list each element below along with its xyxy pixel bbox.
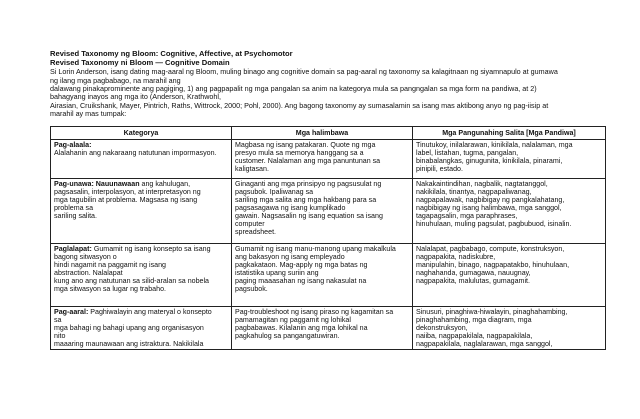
cell-line: naiiba, nagpapakilala, nagpapakilala, xyxy=(416,332,533,340)
cell-line: hindi nagamit na paggamit ng isang xyxy=(54,260,167,269)
keywords-cell xyxy=(413,306,606,349)
cell-line: nagpapakita, nadiskubre, xyxy=(416,252,496,261)
example-cell xyxy=(232,243,413,306)
cell-line: Alalahanin ang nakaraang natutunan impormasyon. xyxy=(54,148,217,157)
category-term: Pag-unawa: Nauunawaan xyxy=(54,179,140,188)
cell-line: Paghiwalayin ang materyal o konsepto xyxy=(88,307,212,316)
keywords-cell xyxy=(413,139,606,178)
header-mga-halimbawa: Mga halimbawa xyxy=(232,126,413,139)
intro-line: bahagyang inayos ang mga ito (Anderson, Krathwohl, xyxy=(50,92,222,102)
cell-line: pagkahulog sa pangangatuwiran. xyxy=(235,332,340,340)
header-kategorya: Kategorya xyxy=(51,126,232,139)
cell-line: dekonstruksyon, xyxy=(416,323,468,332)
cell-line: sa xyxy=(54,315,62,324)
example-cell xyxy=(232,139,413,178)
category-cell xyxy=(51,178,232,243)
cell-line: problema sa xyxy=(54,204,94,212)
cell-line: nagpapakita, malulutas, gumagamit. xyxy=(416,277,530,286)
intro-line: Si Lorin Anderson, isang dating mag-aaral ng Bloom, muling binago ang cognitive domain sa pag-aaral ng taxonomy sa kalagitnaan ng siyamnapulo at gumawa xyxy=(50,67,558,77)
cell-line: ang kahulugan, xyxy=(139,179,191,188)
cell-line: pagsubok. xyxy=(235,285,268,294)
cell-line: mga bahagi ng bahagi upang ang organisasyon xyxy=(54,323,204,332)
cell-line: pagkakataon. Mag-apply ng mga batas ng xyxy=(235,260,368,269)
keywords-cell xyxy=(413,243,606,306)
keywords-cell xyxy=(413,178,606,243)
cell-line: nito xyxy=(54,332,66,340)
cell-line: gawain. Nagsasalin ng isang equation sa isang xyxy=(235,212,383,221)
example-cell xyxy=(232,306,413,349)
cell-line: nakikilala, tinantya, nagpapaliwanag, xyxy=(416,187,532,196)
cell-line: hinuhulaan, muling pagsulat, pagbubuod, isinalin. xyxy=(416,220,572,229)
intro-line: Airasian, Cruikshank, Mayer, Pintrich, Raths, Wittrock, 2000; Pohl, 2000). Ang bagong taxonomy ay sumasalamin sa isang mas aktibong anyo ng pag-iisip at xyxy=(50,100,549,110)
table-row xyxy=(51,306,606,349)
table-header-row xyxy=(51,126,606,139)
cell-line: computer xyxy=(235,220,265,229)
cell-line: pamamagitan ng paggamit ng lohikal xyxy=(235,315,351,324)
cell-line: istatistika upang suriin ang xyxy=(235,269,319,277)
cell-line: pagsasagawa ng isang kumplikado xyxy=(235,204,346,212)
table-row xyxy=(51,178,606,243)
cell-line: presyo mula sa memorya hanggang sa a xyxy=(235,148,364,157)
cell-line: paging maaasahan ng isang nakasulat na xyxy=(235,277,367,286)
cell-line: pagsasalin, interpolasyon, at interpretasyon ng xyxy=(54,187,201,196)
cell-line: Gumamit ng isang manu-manong upang makalkula xyxy=(235,244,396,253)
cell-line: kaligtasan. xyxy=(235,165,269,173)
category-cell xyxy=(51,243,232,306)
intro-line: ng ilang mga pagbabago, na marahil ang xyxy=(50,75,181,85)
taxonomy-table xyxy=(50,126,606,351)
cell-line: Magbasa ng isang patakaran. Quote ng mga xyxy=(235,140,376,149)
cell-line: naghahanda, gumagawa, nauugnay, xyxy=(416,269,531,277)
category-cell xyxy=(51,306,232,349)
cell-line: Ginaganti ang mga prinsipyo ng pagsusulat ng xyxy=(235,179,382,188)
category-cell xyxy=(51,139,232,178)
example-cell xyxy=(232,178,413,243)
cell-line: mga sitwasyon sa lugar ng trabaho. xyxy=(54,285,166,294)
cell-line: pagsubok. Ipaliwanag sa xyxy=(235,187,314,196)
table-row xyxy=(51,243,606,306)
category-term: Pag-alaala: xyxy=(54,140,92,149)
cell-line: pinipili, estado. xyxy=(416,165,463,173)
document-subtitle: Revised Taxonomy ni Bloom — Cognitive Domain xyxy=(50,57,230,67)
cell-line: manipulahin, binago, nagpapatakbo, hinuhulaan, xyxy=(416,260,570,269)
cell-line: customer. Nalalaman ang mga panuntunan sa xyxy=(235,156,381,165)
cell-line: nagpapakilala, naglalarawan, mga sanggol, xyxy=(416,340,553,349)
intro-line: marahil ay mas tumpak: xyxy=(50,109,127,119)
cell-line: bagong sitwasyon o xyxy=(54,252,117,261)
document-page xyxy=(50,50,605,350)
header-mga-pandiwa: Mga Pangunahing Salita [Mga Pandiwa] xyxy=(413,126,606,139)
cell-line: Nakakaintindihan, nagbalik, nagtatanggol, xyxy=(416,179,548,188)
cell-line: Sinusuri, pinaghiwa-hiwalayin, pinaghahambing, xyxy=(416,307,568,316)
cell-line: spreadsheet. xyxy=(235,228,277,237)
cell-line: nagpapalawak, nagbibigay ng pangkalahatang, xyxy=(416,195,565,204)
cell-line: sariling mga salita ang mga hakbang para sa xyxy=(235,195,377,204)
intro-line: dalawang pinakaprominente ang pagiging, 1) ang pagpapalit ng mga pangalan sa anim na kategorya mula sa pangngalan sa mga form na pandiwa, at 2) xyxy=(50,84,537,93)
cell-line: mga tagubilin at problema. Magsasa ng isang xyxy=(54,195,198,204)
cell-line: nagbibigay ng isang halimbawa, mga sanggol, xyxy=(416,204,562,212)
cell-line: tagapagsalin, mga paraphrases, xyxy=(416,212,518,221)
category-term: Pag-aaral: xyxy=(54,307,89,316)
cell-line: Nalalapat, pagbabago, compute, konstruksyon, xyxy=(416,244,565,253)
cell-line: abstraction. Nalalapat xyxy=(54,269,123,277)
cell-line: pinaghahambing, mga diagram, mga xyxy=(416,315,532,324)
cell-line: Pag-troubleshoot ng isang piraso ng kagamitan sa xyxy=(235,307,394,316)
cell-line: label, listahan, tugma, pangalan, xyxy=(416,148,519,157)
cell-line: ang bakasyon ng isang empleyado xyxy=(235,252,345,261)
cell-line: pagbabawas. Kilalanin ang mga lohikal na xyxy=(235,323,368,332)
cell-line: kung ano ang natutunan sa silid-aralan sa nobela xyxy=(54,277,209,286)
cell-line: Gumamit ng isang konsepto sa isang xyxy=(91,244,211,253)
cell-line: Tinutukoy, inilalarawan, kinikilala, nalalaman, mga xyxy=(416,140,573,149)
document-title: Revised Taxonomy ng Bloom: Cognitive, Affective, at Psychomotor xyxy=(50,49,293,58)
table-row xyxy=(51,139,606,178)
cell-line: binabalangkas, ginugunita, kinikilala, pinarami, xyxy=(416,156,563,165)
cell-line: sariling salita. xyxy=(54,212,97,221)
category-term: Paglalapat: xyxy=(54,244,92,253)
intro-paragraph xyxy=(50,68,605,118)
cell-line: maaaring maunawaan ang istraktura. Nakikilala xyxy=(54,340,204,349)
